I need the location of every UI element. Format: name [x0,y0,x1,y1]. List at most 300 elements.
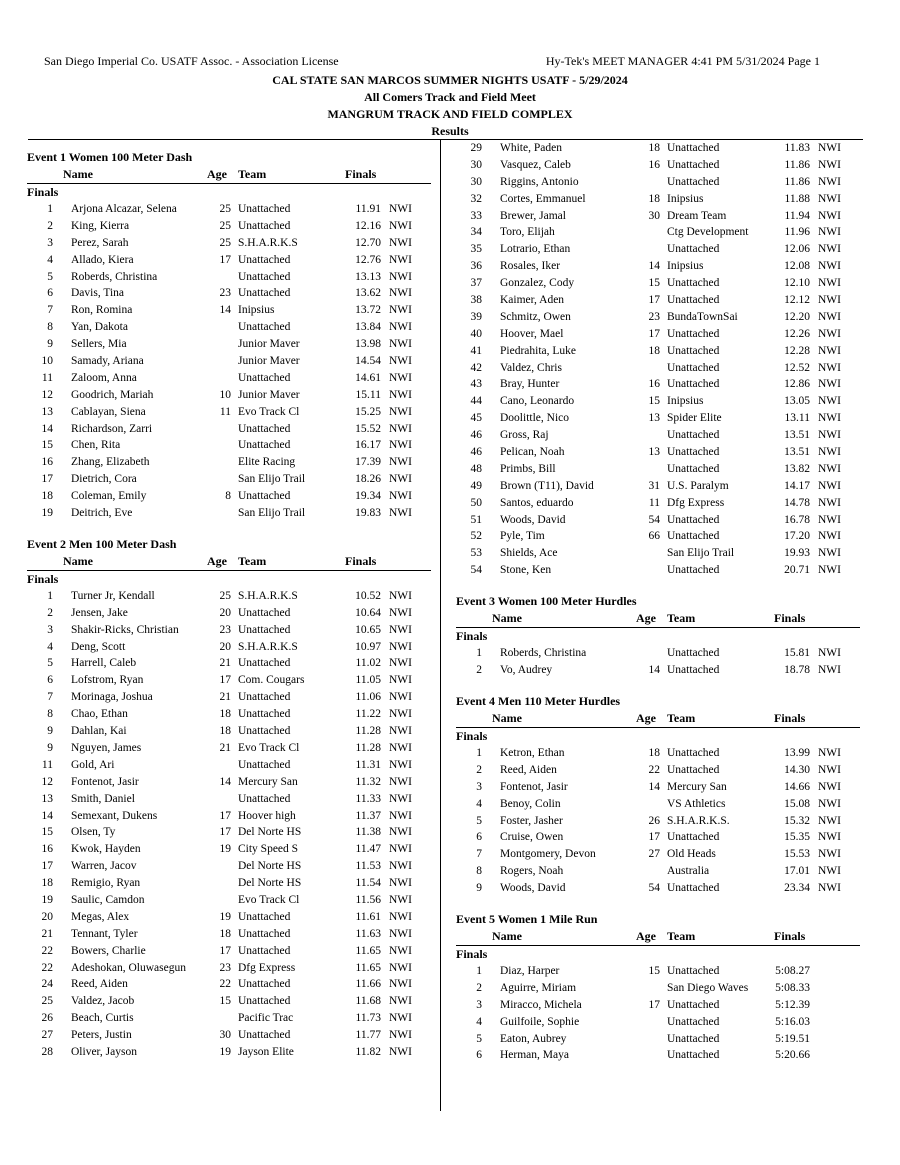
wind-note: NWI [389,995,412,1008]
place: 8 [476,865,482,878]
team: Unattached [238,439,291,452]
place: 10 [41,355,53,368]
age: 25 [219,219,231,232]
finals-section-label: Finals [456,946,488,961]
wind-note: NWI [389,927,412,940]
athlete-name: Lofstrom, Ryan [71,674,144,687]
final-time: 17.01 [784,865,810,878]
finals-column-header: Finals [345,167,377,181]
result-row [456,997,860,1014]
wind-note: NWI [818,564,841,577]
team: Unattached [238,253,291,266]
final-time: 18.78 [784,664,810,677]
team: Unattached [667,378,720,391]
result-row [456,376,860,393]
place: 11 [41,371,53,384]
place: 54 [470,564,482,577]
team: Unattached [238,927,291,940]
final-time: 11.77 [355,1029,381,1042]
wind-note: NWI [818,192,841,205]
athlete-name: Gonzalez, Cody [500,277,575,290]
wind-note: NWI [818,310,841,323]
age: 11 [648,496,660,509]
age: 22 [219,978,231,991]
name-column-header: Name [492,928,522,943]
place: 12 [41,388,53,401]
wind-note: NWI [389,473,412,486]
athlete-name: Brewer, Jamal [500,209,566,222]
place: 8 [47,708,53,721]
result-row [456,528,860,545]
age: 13 [648,446,660,459]
result-row [456,326,860,343]
place: 2 [476,763,482,776]
place: 37 [470,277,482,290]
age: 21 [219,741,231,754]
result-row [27,943,431,960]
final-time: 5:08.27 [775,964,810,977]
athlete-name: Hoover, Mael [500,327,564,340]
team: Unattached [238,758,291,771]
team: Unattached [238,606,291,619]
athlete-name: Samady, Ariana [71,355,144,368]
result-row [27,875,431,892]
place: 14 [41,809,53,822]
result-row [456,745,860,762]
place: 30 [470,175,482,188]
team: Unattached [667,647,720,660]
age: 15 [648,277,660,290]
event-spacer [456,897,860,911]
athlete-name: Semexant, Dukens [71,809,158,822]
athlete-name: Aguirre, Miriam [500,981,577,994]
result-row [456,1014,860,1031]
athlete-name: Montgomery, Devon [500,848,596,861]
team: S.H.A.R.K.S [238,589,298,602]
athlete-name: Valdez, Jacob [71,995,135,1008]
final-time: 5:19.51 [775,1032,810,1045]
final-time: 11.83 [784,142,810,154]
athlete-name: Allado, Kiera [71,253,134,266]
wind-note: NWI [818,142,841,154]
final-time: 11.33 [355,792,381,805]
place: 18 [41,877,53,890]
wind-note: NWI [818,361,841,374]
final-time: 11.02 [355,657,381,670]
final-time: 12.26 [784,327,810,340]
final-time: 11.65 [355,944,381,957]
age: 54 [648,882,660,895]
wind-note: NWI [389,708,412,721]
wind-note: NWI [818,209,841,222]
result-row [27,201,431,218]
team: Unattached [238,910,291,923]
final-time: 11.32 [355,775,381,788]
event-spacer [456,579,860,593]
athlete-name: Rogers, Noah [500,865,564,878]
team: Dream Team [667,209,727,222]
final-time: 15.11 [355,388,381,401]
place: 34 [470,226,482,239]
athlete-name: Bowers, Charlie [71,944,146,957]
age: 19 [219,1045,231,1058]
wind-note: NWI [818,513,841,526]
final-time: 13.99 [784,746,810,759]
result-row [456,963,860,980]
athlete-name: Zhang, Elizabeth [71,456,150,469]
final-time: 12.76 [355,253,381,266]
team: Inipsius [667,260,704,273]
final-time: 11.31 [355,758,381,771]
finals-column-header: Finals [345,553,377,568]
final-time: 15.32 [784,814,810,827]
final-time: 10.65 [355,623,381,636]
athlete-name: Davis, Tina [71,287,125,300]
team: Unattached [238,219,291,232]
result-row [27,437,431,454]
team: S.H.A.R.K.S. [667,814,730,827]
wind-note: NWI [818,647,841,660]
age: 66 [648,530,660,543]
final-time: 14.54 [355,355,381,368]
team: Unattached [667,429,720,442]
team: Unattached [667,327,720,340]
wind-note: NWI [818,814,841,827]
age: 18 [648,344,660,357]
team: San Elijo Trail [238,507,306,520]
age: 27 [648,848,660,861]
wind-note: NWI [818,446,841,459]
final-time: 11.38 [355,826,381,839]
result-row [456,174,860,191]
wind-note: NWI [389,287,412,300]
athlete-name: Dietrich, Cora [71,473,137,486]
athlete-name: Adeshokan, Oluwasegun [71,961,186,974]
final-time: 15.53 [784,848,810,861]
age: 18 [219,927,231,940]
wind-note: NWI [818,378,841,391]
athlete-name: Richardson, Zarri [71,422,153,435]
result-row [456,779,860,796]
final-time: 14.78 [784,496,810,509]
age: 26 [648,814,660,827]
result-row [27,605,431,622]
result-row [27,723,431,740]
final-time: 11.91 [355,203,381,215]
athlete-name: Gold, Ari [71,758,115,771]
finals-section-label: Finals [27,185,59,199]
age: 25 [219,203,231,215]
wind-note: NWI [389,978,412,991]
final-time: 10.52 [355,589,381,602]
team: Unattached [238,490,291,503]
team: Unattached [667,142,720,154]
name-column-header: Name [492,710,522,725]
athlete-name: Miracco, Michela [500,998,582,1011]
result-row [456,191,860,208]
finals-section-label: Finals [456,728,488,743]
result-row [27,454,431,471]
place: 2 [476,664,482,677]
result-row [27,808,431,825]
wind-note: NWI [389,490,412,503]
wind-note: NWI [389,809,412,822]
place: 5 [47,270,53,283]
result-row [27,706,431,723]
place: 2 [47,219,53,232]
wind-note: NWI [389,1045,412,1058]
age: 17 [219,809,231,822]
result-row [27,622,431,639]
athlete-name: Remigio, Ryan [71,877,141,890]
team: San Elijo Trail [238,473,306,486]
age: 30 [648,209,660,222]
age: 23 [219,287,231,300]
final-time: 11.47 [355,843,381,856]
results-column-right [456,140,860,1064]
age: 20 [219,640,231,653]
athlete-name: Tennant, Tyler [71,927,138,940]
place: 27 [41,1029,53,1042]
final-time: 19.93 [784,547,810,560]
place: 9 [47,338,53,351]
place: 50 [470,496,482,509]
athlete-name: Santos, eduardo [500,496,574,509]
meet-title: CAL STATE SAN MARCOS SUMMER NIGHTS USATF - 5/29/2024 [272,73,628,87]
athlete-name: Oliver, Jayson [71,1045,137,1058]
place: 7 [476,848,482,861]
final-time: 11.96 [784,226,810,239]
final-time: 11.54 [355,877,381,890]
place: 45 [470,412,482,425]
athlete-name: Harrell, Caleb [71,657,137,670]
wind-note: NWI [818,882,841,895]
athlete-name: Fontenot, Jasir [500,780,568,793]
final-time: 17.20 [784,530,810,543]
result-row [456,813,860,830]
place: 35 [470,243,482,256]
athlete-name: Doolittle, Nico [500,412,569,425]
final-time: 16.17 [355,439,381,452]
age: 18 [648,142,660,154]
age: 17 [648,998,660,1011]
wind-note: NWI [389,758,412,771]
wind-note: NWI [389,843,412,856]
result-row [456,980,860,997]
wind-note: NWI [389,1012,412,1025]
age: 15 [648,395,660,408]
final-time: 12.70 [355,236,381,249]
athlete-name: Warren, Jacov [71,860,137,873]
team: Mercury San [667,780,727,793]
place: 11 [41,758,53,771]
athlete-name: Cortes, Emmanuel [500,192,586,205]
result-row [456,393,860,410]
age: 10 [219,388,231,401]
team: Unattached [667,831,720,844]
place: 6 [476,831,482,844]
team: Del Norte HS [238,860,302,873]
result-row [456,495,860,512]
result-row [27,471,431,488]
wind-note: NWI [818,429,841,442]
finals-column-header: Finals [774,611,806,626]
event-title: Event 4 Men 110 Meter Hurdles [456,693,621,708]
place: 9 [47,725,53,738]
team: BundaTownSai [667,310,738,323]
result-row [456,863,860,880]
athlete-name: Woods, David [500,882,566,895]
wind-note: NWI [389,910,412,923]
athlete-name: Reed, Aiden [500,763,557,776]
wind-note: NWI [389,388,412,401]
column-header-row [456,928,860,945]
athlete-name: Foster, Jasher [500,814,563,827]
place: 3 [47,623,53,636]
place: 6 [47,674,53,687]
athlete-name: Lotrario, Ethan [500,243,571,256]
final-time: 5:08.33 [775,981,810,994]
result-row [456,829,860,846]
name-column-header: Name [492,611,522,626]
result-row [27,319,431,336]
place: 40 [470,327,482,340]
place: 48 [470,462,482,475]
team: Unattached [238,203,291,215]
age: 31 [648,479,660,492]
place: 19 [41,893,53,906]
team: Unattached [667,294,720,307]
final-time: 10.97 [355,640,381,653]
athlete-name: Smith, Daniel [71,792,135,805]
place: 15 [41,826,53,839]
wind-note: NWI [389,792,412,805]
final-time: 15.25 [355,405,381,418]
team: Inipsius [238,304,275,317]
final-time: 11.28 [355,741,381,754]
final-time: 12.86 [784,378,810,391]
final-time: 11.66 [355,978,381,991]
result-row [27,639,431,656]
athlete-name: Gross, Raj [500,429,549,442]
place: 36 [470,260,482,273]
final-time: 11.88 [784,192,810,205]
wind-note: NWI [818,412,841,425]
team: Unattached [238,995,291,1008]
result-row [27,926,431,943]
athlete-name: Cruise, Owen [500,831,564,844]
team: San Diego Waves [667,981,749,994]
event-title: Event 5 Women 1 Mile Run [456,911,598,926]
athlete-name: Woods, David [500,513,566,526]
age: 18 [648,746,660,759]
wind-note: NWI [389,203,412,215]
age: 22 [648,763,660,776]
team: Inipsius [667,192,704,205]
result-row [27,336,431,353]
result-row [27,993,431,1010]
age: 17 [648,327,660,340]
athlete-name: Shields, Ace [500,547,558,560]
result-row [27,791,431,808]
place: 16 [41,456,53,469]
wind-note: NWI [389,253,412,266]
athlete-name: Rosales, Iker [500,260,561,273]
result-row [27,1044,431,1061]
team: Dfg Express [238,961,296,974]
place: 17 [41,860,53,873]
result-row [456,241,860,258]
wind-note: NWI [818,226,841,239]
athlete-name: Shakir-Ricks, Christian [71,623,179,636]
place: 53 [470,547,482,560]
wind-note: NWI [818,175,841,188]
result-row [456,444,860,461]
wind-note: NWI [389,507,412,520]
wind-note: NWI [389,657,412,670]
wind-note: NWI [389,405,412,418]
final-time: 14.17 [784,479,810,492]
result-row [456,545,860,562]
age: 17 [219,253,231,266]
final-time: 23.34 [784,882,810,895]
athlete-name: Piedrahita, Luke [500,344,577,357]
result-row [27,1010,431,1027]
team: Evo Track Cl [238,405,300,418]
finals-section-label: Finals [456,629,488,644]
athlete-name: Perez, Sarah [71,236,129,249]
team-column-header: Team [667,611,696,626]
wind-note: NWI [389,691,412,704]
team: Mercury San [238,775,298,788]
wind-note: NWI [818,327,841,340]
athlete-name: Peters, Justin [71,1029,132,1042]
athlete-name: Brown (T11), David [500,479,594,492]
result-row [456,208,860,225]
wind-note: NWI [818,530,841,543]
athlete-name: Coleman, Emily [71,490,147,503]
place: 42 [470,361,482,374]
place: 1 [476,746,482,759]
athlete-name: Diaz, Harper [500,964,560,977]
result-row [27,774,431,791]
age: 13 [648,412,660,425]
wind-note: NWI [389,640,412,653]
place: 44 [470,395,482,408]
team: Unattached [238,287,291,300]
result-row [27,1027,431,1044]
column-header-row [27,553,431,570]
result-row [27,370,431,387]
wind-note: NWI [818,746,841,759]
team: Unattached [667,361,720,374]
athlete-name: Ron, Romina [71,304,133,317]
final-time: 11.06 [355,691,381,704]
final-time: 11.56 [355,893,381,906]
athlete-name: Olsen, Ty [71,826,116,839]
athlete-name: King, Kierra [71,219,130,232]
team: Com. Cougars [238,674,305,687]
athlete-name: White, Paden [500,142,562,154]
place: 39 [470,310,482,323]
final-time: 11.37 [355,809,381,822]
wind-note: NWI [389,775,412,788]
wind-note: NWI [389,860,412,873]
final-time: 11.73 [355,1012,381,1025]
team: San Elijo Trail [667,547,735,560]
team: Unattached [667,746,720,759]
wind-note: NWI [389,826,412,839]
